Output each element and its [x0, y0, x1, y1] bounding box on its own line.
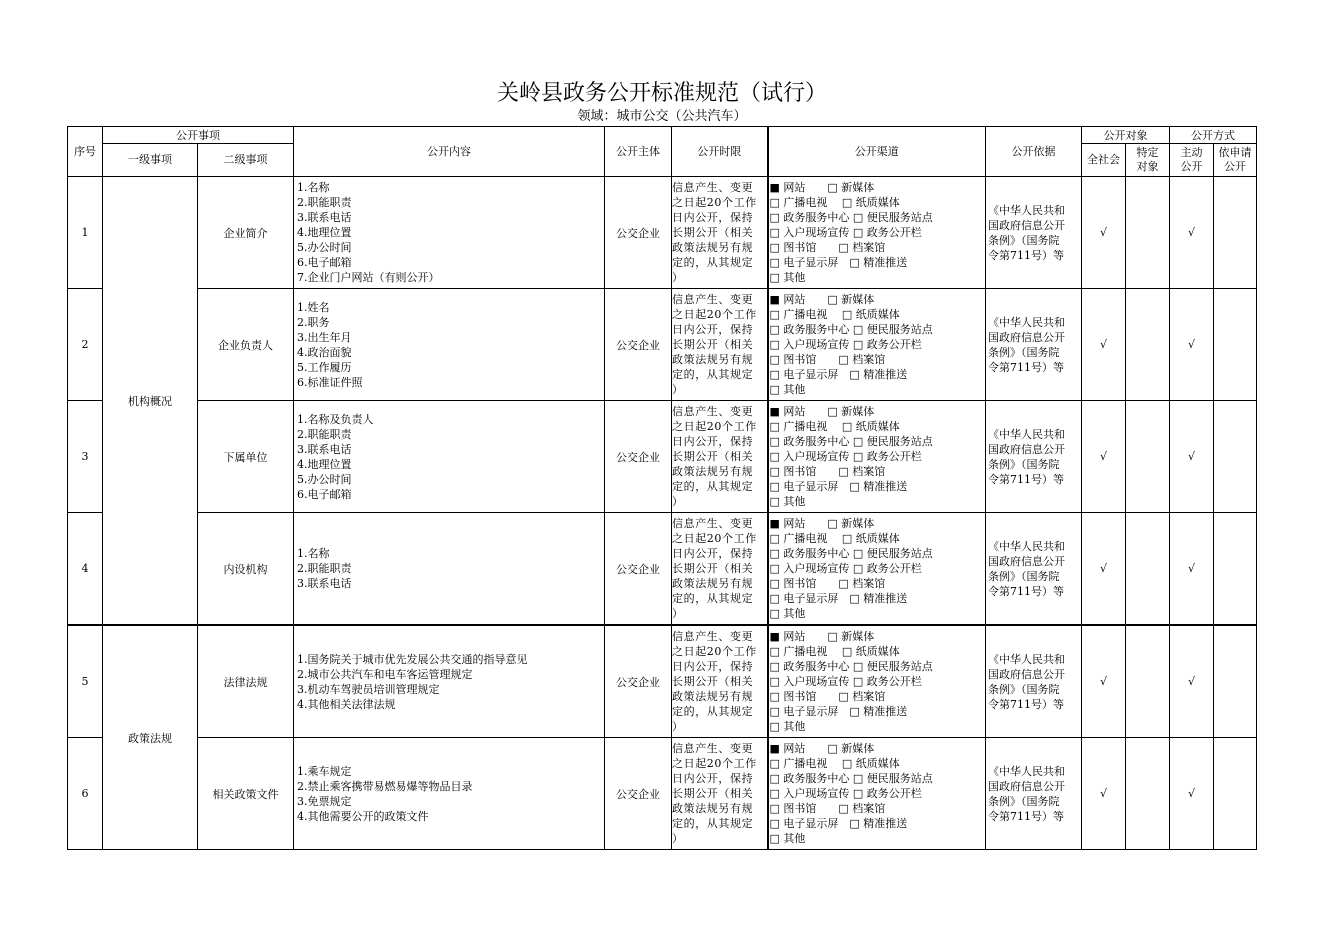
- row-channels: [768, 738, 986, 850]
- channel-line: □ 图书馆 □ 档案馆: [769, 690, 886, 703]
- row-time: [672, 738, 768, 850]
- row-subject: 公交企业: [605, 401, 672, 513]
- header-basis: 公开依据: [986, 127, 1082, 177]
- content-line: 6.标准证件照: [297, 375, 363, 389]
- content-line: 1.姓名: [297, 300, 330, 314]
- content-line: 2.职能职责: [297, 427, 352, 441]
- time-line: 长期公开（相关: [672, 450, 754, 463]
- header-level1: 一级事项: [103, 144, 198, 177]
- time-line: 信息产生、变更: [672, 405, 754, 418]
- basis-line: 令第711号）等: [988, 472, 1064, 486]
- table-row: [68, 625, 1257, 738]
- mode-active-check: √: [1170, 177, 1214, 289]
- channel-line: □ 入户现场宣传 □ 政务公开栏: [769, 675, 922, 688]
- channel-line: □ 电子显示屏 □ 精准推送: [769, 592, 908, 605]
- content-line: 7.企业门户网站（有则公开）: [297, 271, 440, 284]
- header-target-all: 全社会: [1082, 144, 1126, 177]
- time-line: 信息产生、变更: [672, 742, 754, 755]
- time-line: ）: [672, 271, 684, 284]
- basis-line: 令第711号）等: [988, 809, 1064, 823]
- time-line: 政策法规另有规: [672, 577, 754, 590]
- header-mode-apply: 依申请公开: [1214, 144, 1257, 177]
- row-subject: 公交企业: [605, 625, 672, 738]
- channel-line: □ 入户现场宣传 □ 政务公开栏: [769, 338, 922, 351]
- time-line: 之日起20个工作: [672, 757, 757, 770]
- header-row-1: [68, 127, 1257, 144]
- channel-line: ■ 网站 □ 新媒体: [769, 742, 875, 755]
- channel-line: □ 入户现场宣传 □ 政务公开栏: [769, 562, 922, 575]
- row-channels: [768, 401, 986, 513]
- time-line: 日内公开，保持: [672, 660, 754, 673]
- time-line: 长期公开（相关: [672, 787, 754, 800]
- target-specific-cell: [1126, 738, 1170, 850]
- channel-line: ■ 网站 □ 新媒体: [769, 630, 875, 643]
- row-basis: [986, 738, 1082, 850]
- level2-item: 下属单位: [198, 401, 294, 513]
- channel-line: □ 广播电视 □ 纸质媒体: [769, 196, 900, 209]
- channel-line: ■ 网站 □ 新媒体: [769, 181, 875, 194]
- target-specific-cell: [1126, 401, 1170, 513]
- channel-line: □ 图书馆 □ 档案馆: [769, 577, 886, 590]
- time-line: 之日起20个工作: [672, 532, 757, 545]
- row-basis: [986, 289, 1082, 401]
- channel-line: □ 图书馆 □ 档案馆: [769, 802, 886, 815]
- basis-line: 国政府信息公开: [988, 554, 1065, 568]
- content-line: 3.机动车驾驶员培训管理规定: [297, 682, 440, 696]
- channel-line: □ 电子显示屏 □ 精准推送: [769, 705, 908, 718]
- time-line: ）: [672, 383, 684, 396]
- basis-line: 国政府信息公开: [988, 442, 1065, 456]
- row-seq: 1: [68, 177, 103, 289]
- table-row: [68, 738, 1257, 850]
- content-line: 4.其他相关法律法规: [297, 697, 396, 711]
- mode-active-check: √: [1170, 401, 1214, 513]
- time-line: 政策法规另有规: [672, 241, 754, 254]
- content-line: 4.地理位置: [297, 226, 352, 239]
- header-mode-group: 公开方式: [1170, 127, 1257, 144]
- basis-line: 国政府信息公开: [988, 218, 1065, 232]
- basis-line: 国政府信息公开: [988, 779, 1065, 793]
- level1-item: 政策法规: [103, 625, 198, 850]
- page-title: 关岭县政务公开标准规范（试行）: [496, 81, 827, 106]
- row-basis: [986, 513, 1082, 626]
- time-line: 之日起20个工作: [672, 196, 757, 209]
- content-line: 3.出生年月: [297, 330, 352, 344]
- content-line: 6.电子邮箱: [297, 256, 352, 269]
- content-line: 6.电子邮箱: [297, 487, 352, 501]
- header-items-group: 公开事项: [103, 127, 294, 144]
- content-line: 1.名称及负责人: [297, 412, 374, 426]
- target-all-check: √: [1082, 625, 1126, 738]
- content-line: 3.联系电话: [297, 577, 352, 590]
- target-all-check: √: [1082, 738, 1126, 850]
- time-line: 政策法规另有规: [672, 353, 754, 366]
- content-line: 4.政治面貌: [297, 345, 352, 359]
- channel-line: □ 入户现场宣传 □ 政务公开栏: [769, 450, 922, 463]
- row-channels: [768, 289, 986, 401]
- channel-line: □ 政务服务中心 □ 便民服务站点: [769, 547, 933, 560]
- row-time: [672, 289, 768, 401]
- channel-line: □ 政务服务中心 □ 便民服务站点: [769, 772, 933, 785]
- target-all-check: √: [1082, 513, 1126, 626]
- channel-line: □ 广播电视 □ 纸质媒体: [769, 532, 900, 545]
- header-channel: 公开渠道: [768, 127, 986, 177]
- row-basis: [986, 625, 1082, 738]
- level1-item: 机构概况: [103, 177, 198, 626]
- time-line: 定的，从其规定: [672, 705, 754, 718]
- channel-line: □ 政务服务中心 □ 便民服务站点: [769, 660, 933, 673]
- time-line: 定的，从其规定: [672, 480, 754, 493]
- level2-item: 法律法规: [198, 625, 294, 738]
- row-subject: 公交企业: [605, 177, 672, 289]
- channel-line: □ 电子显示屏 □ 精准推送: [769, 480, 908, 493]
- channel-line: □ 其他: [769, 271, 806, 284]
- mode-active-check: √: [1170, 289, 1214, 401]
- row-subject: 公交企业: [605, 289, 672, 401]
- time-line: 定的，从其规定: [672, 368, 754, 381]
- time-line: 长期公开（相关: [672, 562, 754, 575]
- mode-active-check: √: [1170, 513, 1214, 626]
- level2-item: 企业简介: [198, 177, 294, 289]
- content-line: 3.联系电话: [297, 442, 352, 456]
- channel-line: ■ 网站 □ 新媒体: [769, 405, 875, 418]
- time-line: 信息产生、变更: [672, 293, 754, 306]
- time-line: 政策法规另有规: [672, 465, 754, 478]
- content-line: 1.名称: [297, 181, 330, 194]
- time-line: ）: [672, 832, 684, 845]
- mode-apply-cell: [1214, 289, 1257, 401]
- time-line: 日内公开，保持: [672, 547, 754, 560]
- target-all-check: √: [1082, 289, 1126, 401]
- row-channels: [768, 177, 986, 289]
- row-seq: 5: [68, 625, 103, 738]
- content-line: 5.工作履历: [297, 360, 352, 374]
- channel-line: □ 政务服务中心 □ 便民服务站点: [769, 211, 933, 224]
- disclosure-standard-table: [67, 126, 1257, 850]
- time-line: 日内公开，保持: [672, 772, 754, 785]
- content-line: 1.乘车规定: [297, 764, 352, 778]
- channel-line: □ 电子显示屏 □ 精准推送: [769, 256, 908, 269]
- target-specific-cell: [1126, 289, 1170, 401]
- mode-apply-cell: [1214, 401, 1257, 513]
- channel-line: ■ 网站 □ 新媒体: [769, 293, 875, 306]
- row-seq: 6: [68, 738, 103, 850]
- basis-line: 《中华人民共和: [988, 203, 1065, 217]
- time-line: ）: [672, 495, 684, 508]
- channel-line: □ 其他: [769, 832, 806, 845]
- channel-line: □ 政务服务中心 □ 便民服务站点: [769, 435, 933, 448]
- channel-line: □ 图书馆 □ 档案馆: [769, 465, 886, 478]
- mode-active-check: √: [1170, 625, 1214, 738]
- basis-line: 《中华人民共和: [988, 315, 1065, 329]
- target-specific-cell: [1126, 177, 1170, 289]
- row-seq: 2: [68, 289, 103, 401]
- row-content: [294, 738, 605, 850]
- time-line: 信息产生、变更: [672, 630, 754, 643]
- channel-line: □ 其他: [769, 607, 806, 620]
- content-line: 2.职能职责: [297, 196, 352, 209]
- mode-active-check: √: [1170, 738, 1214, 850]
- row-seq: 3: [68, 401, 103, 513]
- time-line: 政策法规另有规: [672, 802, 754, 815]
- target-specific-cell: [1126, 513, 1170, 626]
- time-line: 长期公开（相关: [672, 338, 754, 351]
- header-subject: 公开主体: [605, 127, 672, 177]
- basis-line: 令第711号）等: [988, 584, 1064, 598]
- channel-line: □ 广播电视 □ 纸质媒体: [769, 420, 900, 433]
- row-content: [294, 513, 605, 626]
- channel-line: □ 电子显示屏 □ 精准推送: [769, 368, 908, 381]
- table-row: [68, 289, 1257, 401]
- row-seq: 4: [68, 513, 103, 626]
- row-time: [672, 625, 768, 738]
- page-subtitle: 领域：城市公交（公共汽车）: [577, 109, 747, 124]
- channel-line: □ 广播电视 □ 纸质媒体: [769, 645, 900, 658]
- time-line: ）: [672, 607, 684, 620]
- time-line: 日内公开，保持: [672, 323, 754, 336]
- time-line: 定的，从其规定: [672, 817, 754, 830]
- level2-item: 相关政策文件: [198, 738, 294, 850]
- basis-line: 令第711号）等: [988, 697, 1064, 711]
- basis-line: 国政府信息公开: [988, 330, 1065, 344]
- time-line: 长期公开（相关: [672, 226, 754, 239]
- time-line: 政策法规另有规: [672, 690, 754, 703]
- table-row: [68, 177, 1257, 289]
- basis-line: 条例》（国务院: [988, 457, 1060, 471]
- basis-line: 令第711号）等: [988, 360, 1064, 374]
- row-subject: 公交企业: [605, 513, 672, 626]
- basis-line: 条例》（国务院: [988, 233, 1060, 247]
- header-time: 公开时限: [672, 127, 768, 177]
- time-line: 之日起20个工作: [672, 420, 757, 433]
- target-all-check: √: [1082, 401, 1126, 513]
- mode-apply-cell: [1214, 177, 1257, 289]
- target-all-check: √: [1082, 177, 1126, 289]
- header-mode-active: 主动公开: [1170, 144, 1214, 177]
- row-subject: 公交企业: [605, 738, 672, 850]
- content-line: 5.办公时间: [297, 241, 352, 254]
- content-line: 5.办公时间: [297, 472, 352, 486]
- row-channels: [768, 625, 986, 738]
- channel-line: □ 电子显示屏 □ 精准推送: [769, 817, 908, 830]
- row-time: [672, 513, 768, 626]
- content-line: 2.禁止乘客携带易燃易爆等物品目录: [297, 779, 473, 793]
- level2-item: 企业负责人: [198, 289, 294, 401]
- time-line: 信息产生、变更: [672, 181, 754, 194]
- channel-line: □ 其他: [769, 383, 806, 396]
- mode-apply-cell: [1214, 513, 1257, 626]
- row-basis: [986, 177, 1082, 289]
- content-line: 3.免票规定: [297, 794, 352, 808]
- basis-line: 条例》（国务院: [988, 569, 1060, 583]
- time-line: 之日起20个工作: [672, 645, 757, 658]
- level2-item: 内设机构: [198, 513, 294, 626]
- row-content: [294, 289, 605, 401]
- basis-line: 《中华人民共和: [988, 764, 1065, 778]
- basis-line: 条例》（国务院: [988, 345, 1060, 359]
- basis-line: 条例》（国务院: [988, 682, 1060, 696]
- channel-line: □ 其他: [769, 495, 806, 508]
- basis-line: 《中华人民共和: [988, 539, 1065, 553]
- content-line: 4.其他需要公开的政策文件: [297, 809, 429, 823]
- channel-line: ■ 网站 □ 新媒体: [769, 517, 875, 530]
- channel-line: □ 政务服务中心 □ 便民服务站点: [769, 323, 933, 336]
- channel-line: □ 图书馆 □ 档案馆: [769, 241, 886, 254]
- row-content: [294, 625, 605, 738]
- basis-line: 条例》（国务院: [988, 794, 1060, 808]
- content-line: 2.职务: [297, 315, 330, 329]
- basis-line: 国政府信息公开: [988, 667, 1065, 681]
- channel-line: □ 入户现场宣传 □ 政务公开栏: [769, 226, 922, 239]
- time-line: 日内公开，保持: [672, 211, 754, 224]
- header-level2: 二级事项: [198, 144, 294, 177]
- basis-line: 《中华人民共和: [988, 652, 1065, 666]
- row-time: [672, 401, 768, 513]
- row-basis: [986, 401, 1082, 513]
- time-line: ）: [672, 720, 684, 733]
- header-seq: 序号: [68, 127, 103, 177]
- mode-apply-cell: [1214, 738, 1257, 850]
- time-line: 长期公开（相关: [672, 675, 754, 688]
- header-target-group: 公开对象: [1082, 127, 1170, 144]
- row-channels: [768, 513, 986, 626]
- table-row: [68, 401, 1257, 513]
- content-line: 2.城市公共汽车和电车客运管理规定: [297, 667, 473, 681]
- channel-line: □ 图书馆 □ 档案馆: [769, 353, 886, 366]
- time-line: 之日起20个工作: [672, 308, 757, 321]
- channel-line: □ 广播电视 □ 纸质媒体: [769, 308, 900, 321]
- content-line: 4.地理位置: [297, 457, 352, 471]
- row-time: [672, 177, 768, 289]
- time-line: 信息产生、变更: [672, 517, 754, 530]
- time-line: 定的，从其规定: [672, 592, 754, 605]
- basis-line: 《中华人民共和: [988, 427, 1065, 441]
- time-line: 日内公开，保持: [672, 435, 754, 448]
- content-line: 3.联系电话: [297, 211, 352, 224]
- table-row: [68, 513, 1257, 626]
- header-target-specific: 特定对象: [1126, 144, 1170, 177]
- content-line: 1.名称: [297, 547, 330, 560]
- basis-line: 令第711号）等: [988, 248, 1064, 262]
- mode-apply-cell: [1214, 625, 1257, 738]
- channel-line: □ 广播电视 □ 纸质媒体: [769, 757, 900, 770]
- channel-line: □ 其他: [769, 720, 806, 733]
- row-content: [294, 401, 605, 513]
- target-specific-cell: [1126, 625, 1170, 738]
- row-content: [294, 177, 605, 289]
- header-content: 公开内容: [294, 127, 605, 177]
- content-line: 1.国务院关于城市优先发展公共交通的指导意见: [297, 652, 528, 666]
- channel-line: □ 入户现场宣传 □ 政务公开栏: [769, 787, 922, 800]
- content-line: 2.职能职责: [297, 562, 352, 575]
- time-line: 定的，从其规定: [672, 256, 754, 269]
